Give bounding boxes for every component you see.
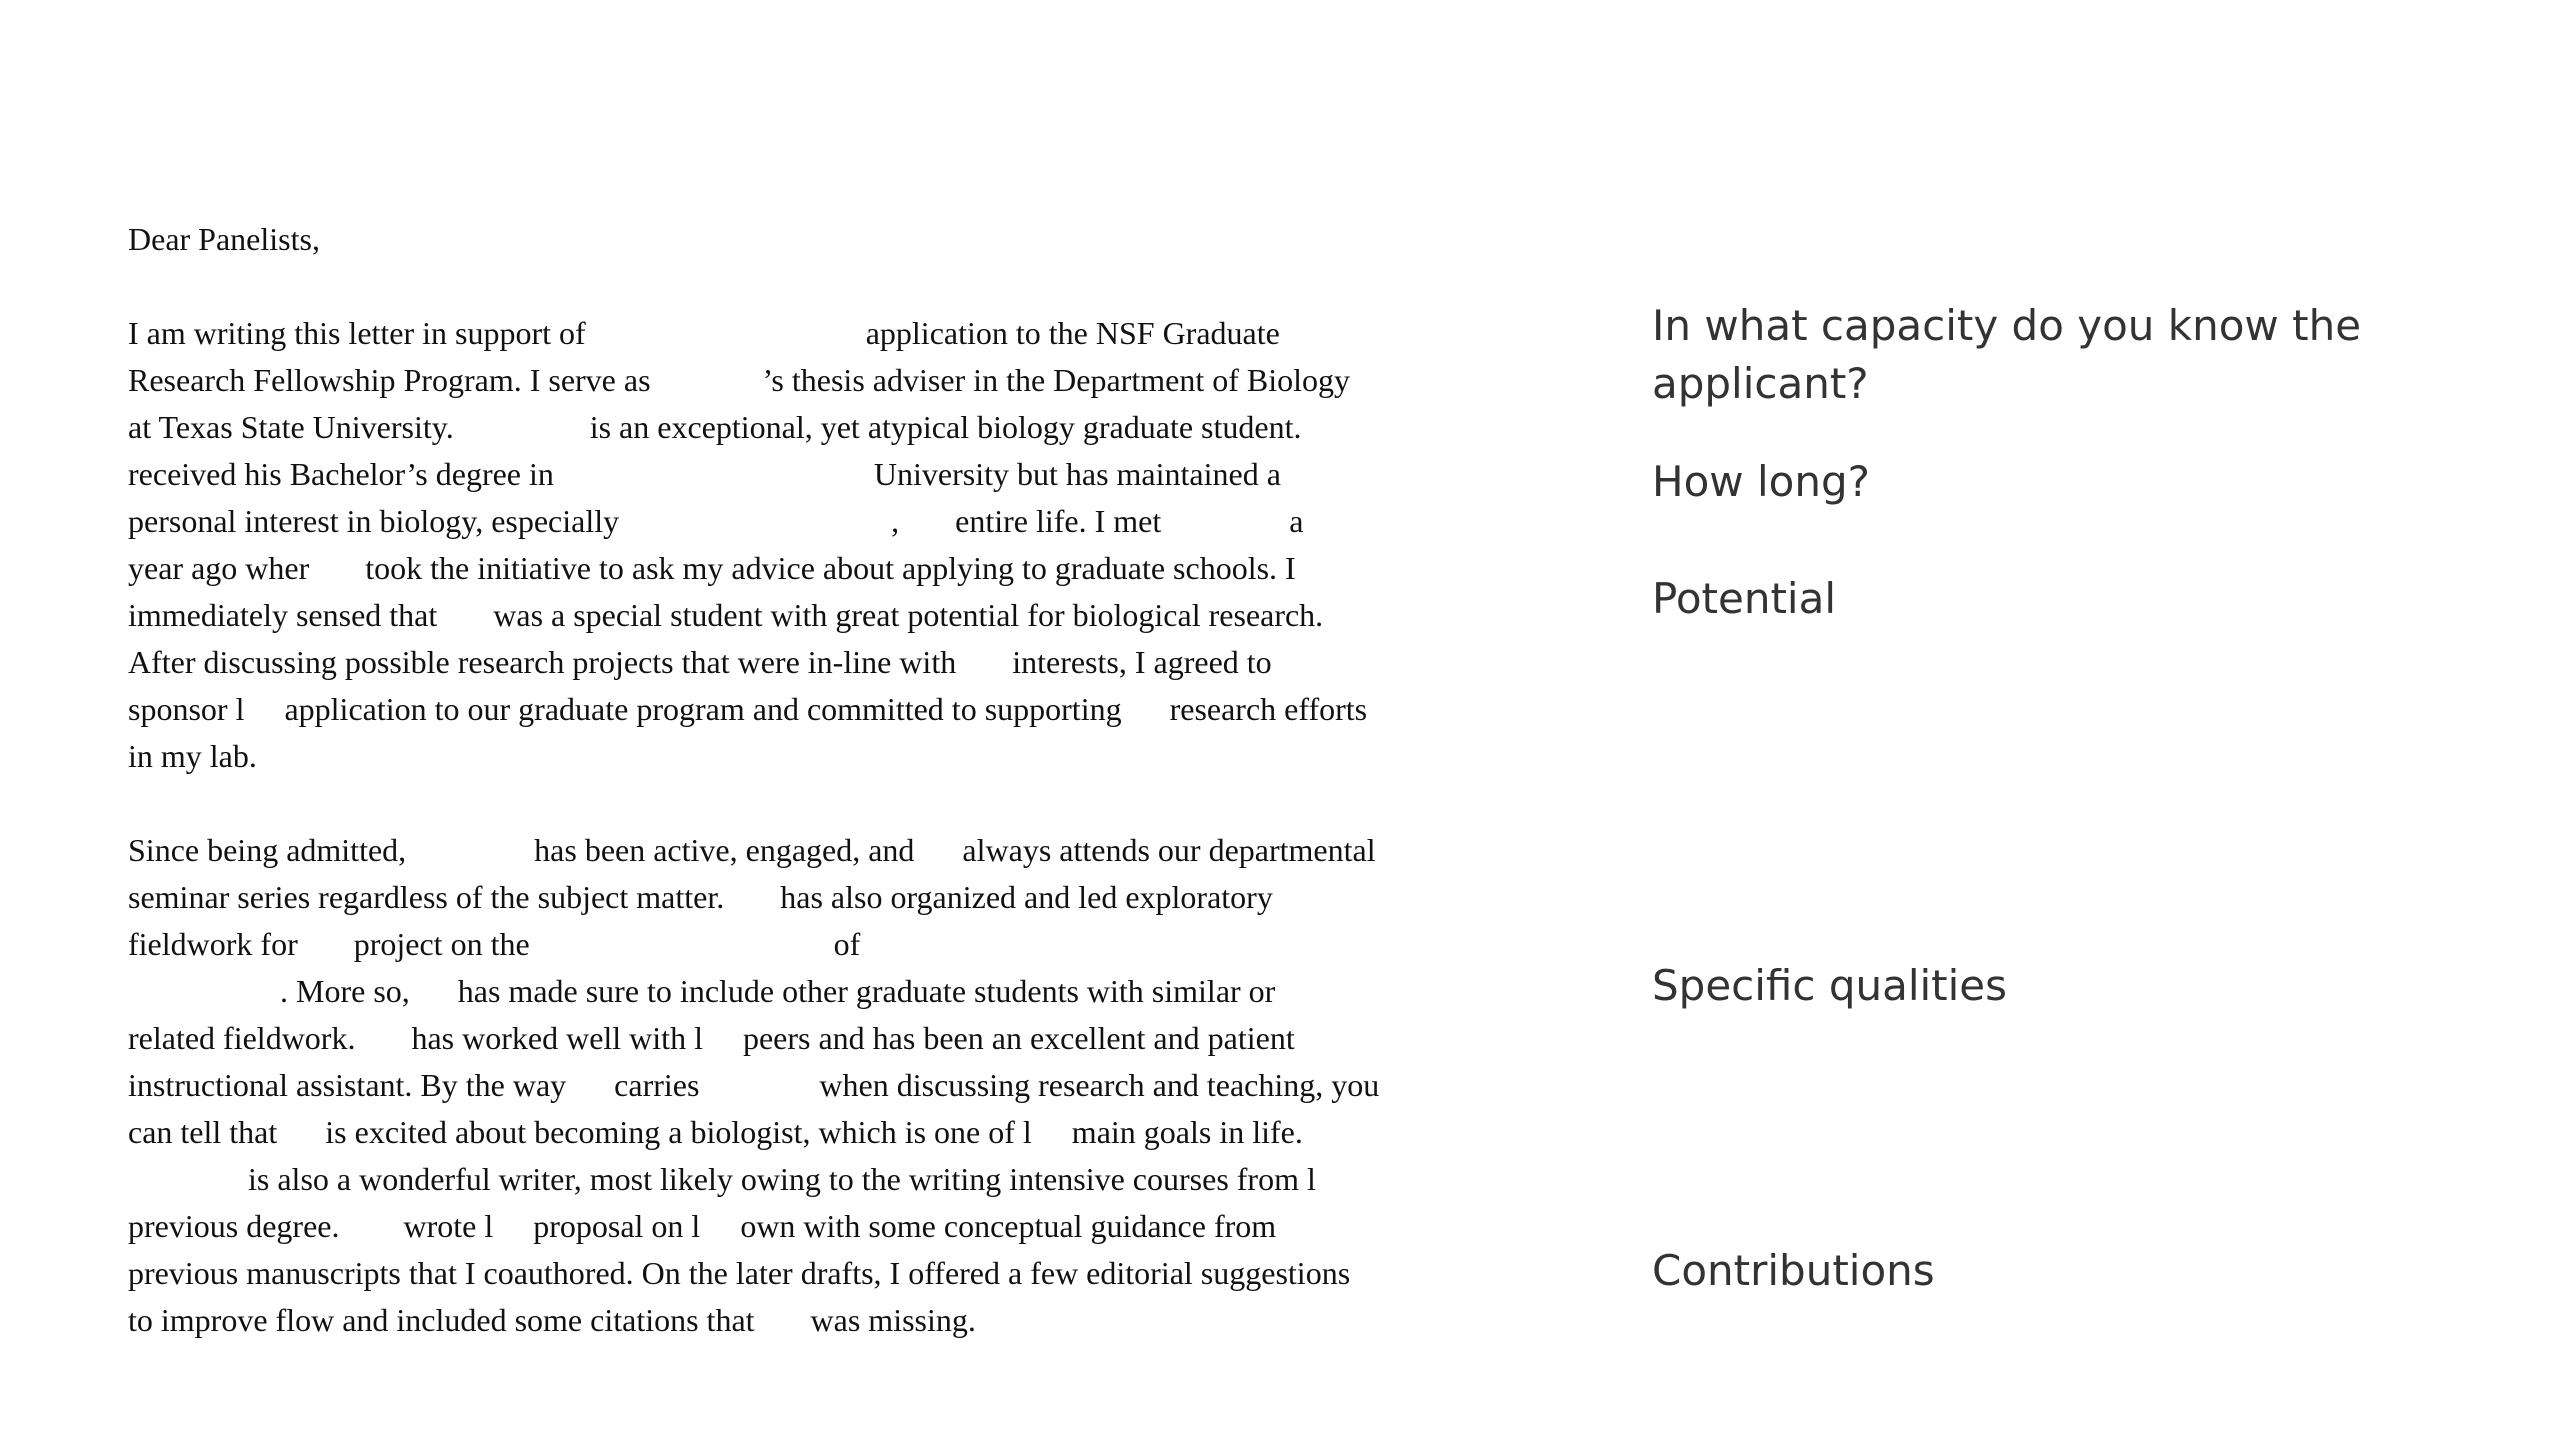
letter-line: is also a wonderful writer, most likely owing to the writing intensive courses from l xyxy=(128,1161,1316,1197)
letter-line: I am writing this letter in support of application to the NSF Graduate xyxy=(128,315,1280,351)
prompt-capacity: In what capacity do you know the applicant? xyxy=(1652,301,2362,408)
letter-line: previous manuscripts that I coauthored. On the later drafts, I offered a few editorial suggestions xyxy=(128,1255,1351,1291)
recommendation-letter-excerpt xyxy=(128,216,1528,1344)
letter-line: previous degree. wrote l proposal on l own with some conceptual guidance from xyxy=(128,1208,1277,1244)
letter-line: in my lab. xyxy=(128,738,257,774)
letter-line: sponsor l application to our graduate program and committed to supporting research efforts xyxy=(128,691,1368,727)
letter-line: related fieldwork. has worked well with l peers and has been an excellent and patient xyxy=(128,1020,1295,1056)
letter-line: instructional assistant. By the way carries when discussing research and teaching, you xyxy=(128,1067,1380,1103)
prompt-how-long: How long? xyxy=(1652,457,1870,506)
letter-line: can tell that is excited about becoming a biologist, which is one of l main goals in life. xyxy=(128,1114,1303,1150)
prompt-contributions: Contributions xyxy=(1652,1246,1935,1295)
letter-line: to improve flow and included some citations that was missing. xyxy=(128,1302,976,1338)
letter-salutation: Dear Panelists, xyxy=(128,221,320,257)
letter-line: received his Bachelor’s degree in University but has maintained a xyxy=(128,456,1281,492)
letter-line: seminar series regardless of the subject matter. has also organized and led exploratory xyxy=(128,879,1273,915)
paragraph-gap xyxy=(128,263,1528,310)
prompt-specific-qualities: Specific qualities xyxy=(1652,961,2008,1010)
letter-line: . More so, has made sure to include other graduate students with similar or xyxy=(128,973,1276,1009)
letter-paragraph-2 xyxy=(128,827,1528,1344)
letter-line: year ago wher took the initiative to ask my advice about applying to graduate schools. I xyxy=(128,550,1296,586)
letter-line: personal interest in biology, especially , entire life. I met a xyxy=(128,503,1304,539)
letter-line: immediately sensed that was a special student with great potential for biological research. xyxy=(128,597,1324,633)
letter-paragraph-1 xyxy=(128,310,1528,780)
letter-line: fieldwork for project on the of xyxy=(128,926,861,962)
paragraph-gap xyxy=(128,780,1528,827)
letter-line: Research Fellowship Program. I serve as ’s thesis adviser in the Department of Biology xyxy=(128,362,1350,398)
prompt-potential: Potential xyxy=(1652,574,1836,623)
letter-line: Since being admitted, has been active, engaged, and always attends our departmental xyxy=(128,832,1376,868)
letter-line: at Texas State University. is an exceptional, yet atypical biology graduate student. xyxy=(128,409,1302,445)
letter-line: After discussing possible research projects that were in-line with interests, I agreed to xyxy=(128,644,1272,680)
